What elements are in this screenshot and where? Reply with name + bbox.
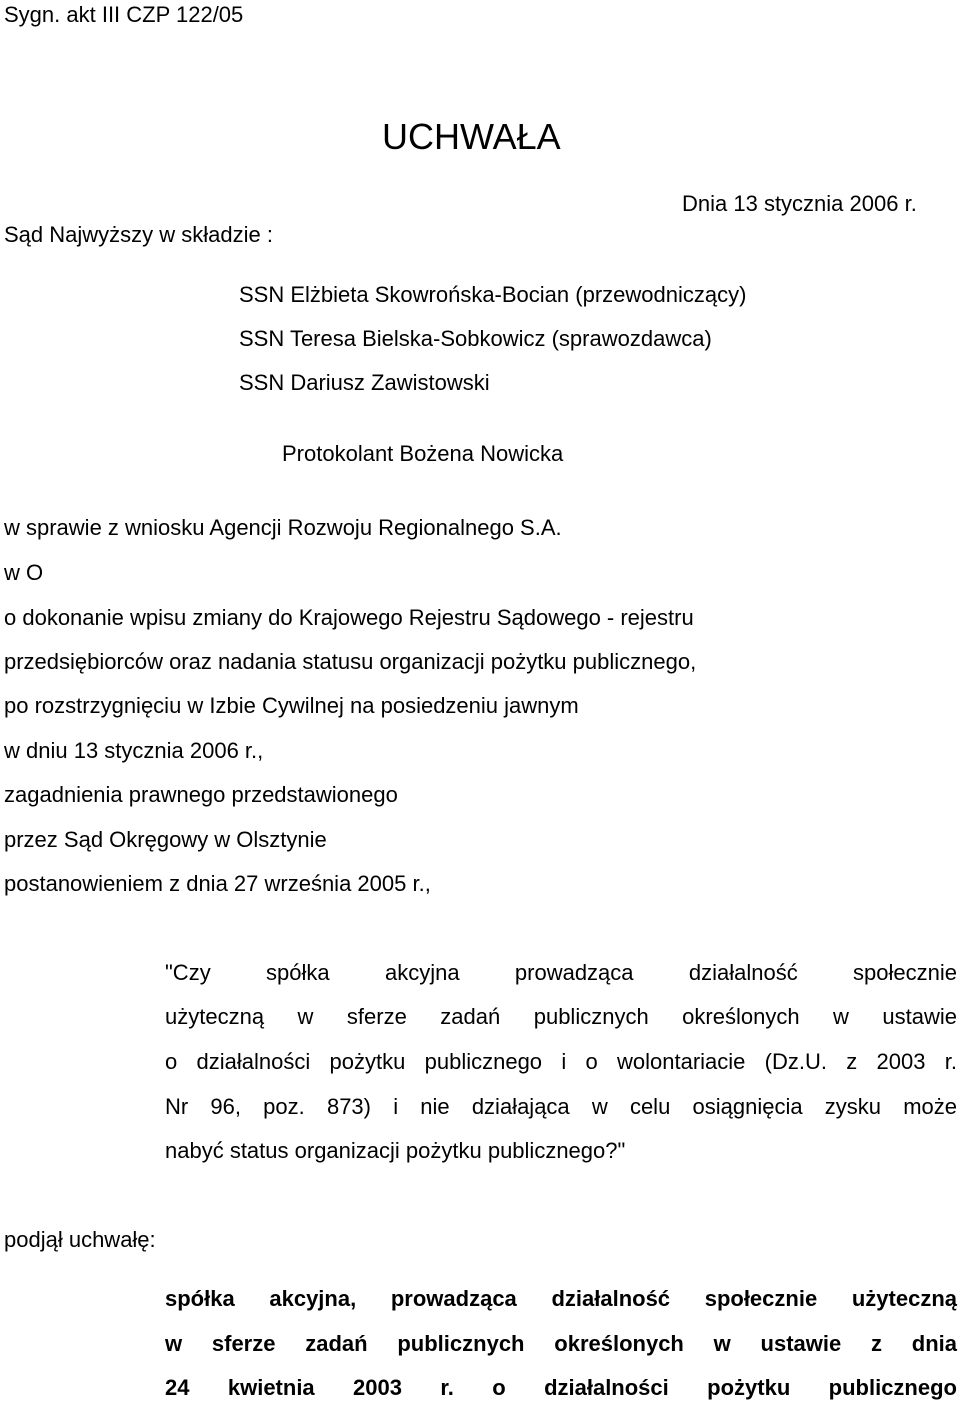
case-line: postanowieniem z dnia 27 września 2005 r., xyxy=(4,871,431,896)
resolution-intro: podjął uchwałę: xyxy=(4,1227,156,1252)
case-line: o dokonanie wpisu zmiany do Krajowego Rejestru Sądowego - rejestru xyxy=(4,605,694,630)
legal-question-line: "Czy spółka akcyjna prowadząca działalność społecznie xyxy=(165,960,957,985)
case-number: Sygn. akt III CZP 122/05 xyxy=(4,2,244,27)
legal-question-line: Nr 96, poz. 873) i nie działająca w celu osiągnięcia zysku może xyxy=(165,1094,957,1119)
resolution-text-line: spółka akcyjna, prowadząca działalność społecznie użyteczną xyxy=(165,1286,957,1311)
judge-rapporteur: SSN Teresa Bielska-Sobkowicz (sprawozdawca) xyxy=(239,326,712,351)
document-title: UCHWAŁA xyxy=(382,116,561,157)
resolution-date: Dnia 13 stycznia 2006 r. xyxy=(682,191,917,216)
judge-member: SSN Dariusz Zawistowski xyxy=(239,370,490,395)
case-line: przez Sąd Okręgowy w Olsztynie xyxy=(4,827,327,852)
resolution-text-line: w sferze zadań publicznych określonych w ustawie z dnia xyxy=(165,1331,957,1356)
resolution-text-line: 24 kwietnia 2003 r. o działalności pożytku publicznego xyxy=(165,1375,957,1400)
court-composition-label: Sąd Najwyższy w składzie : xyxy=(4,222,273,247)
case-line: w O xyxy=(4,560,44,585)
clerk-line: Protokolant Bożena Nowicka xyxy=(282,441,564,466)
legal-question-line: użyteczną w sferze zadań publicznych określonych w ustawie xyxy=(165,1004,957,1029)
case-line: przedsiębiorców oraz nadania statusu organizacji pożytku publicznego, xyxy=(4,649,697,674)
case-line: po rozstrzygnięciu w Izbie Cywilnej na posiedzeniu jawnym xyxy=(4,693,579,718)
case-line: zagadnienia prawnego przedstawionego xyxy=(4,782,398,807)
judge-presiding: SSN Elżbieta Skowrońska-Bocian (przewodniczący) xyxy=(239,282,747,307)
legal-question-line: o działalności pożytku publicznego i o wolontariacie (Dz.U. z 2003 r. xyxy=(165,1049,957,1074)
case-line: w dniu 13 stycznia 2006 r., xyxy=(4,738,264,763)
legal-question-line: nabyć status organizacji pożytku publicznego?" xyxy=(165,1138,626,1163)
case-line: w sprawie z wniosku Agencji Rozwoju Regionalnego S.A. xyxy=(4,515,562,540)
